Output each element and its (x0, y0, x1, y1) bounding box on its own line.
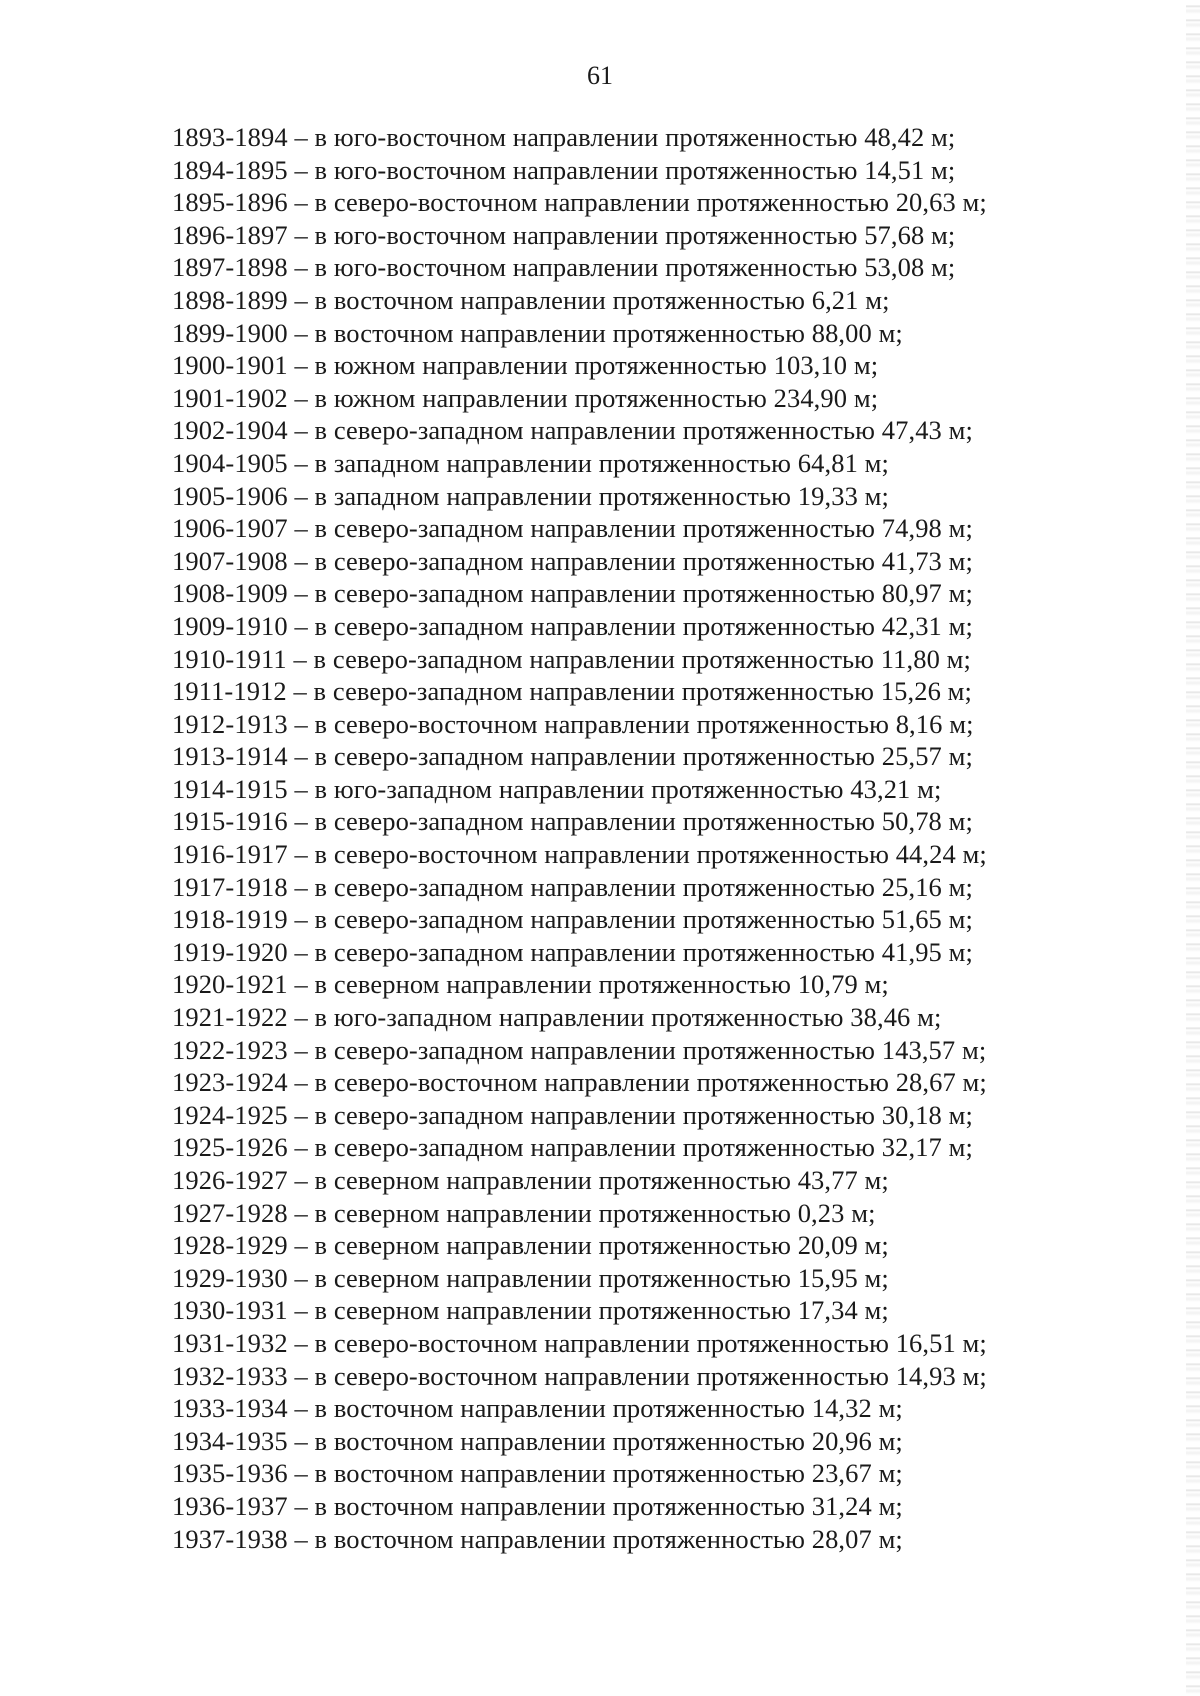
boundary-segment-line: 1913-1914 – в северо-западном направлении протяженностью 25,57 м; (172, 741, 973, 772)
boundary-segment-line: 1920-1921 – в северном направлении протяженностью 10,79 м; (172, 969, 889, 1000)
boundary-segment-line: 1933-1934 – в восточном направлении протяженностью 14,32 м; (172, 1393, 903, 1424)
boundary-segment-line: 1897-1898 – в юго-восточном направлении протяженностью 53,08 м; (172, 252, 956, 283)
boundary-segment-line: 1921-1922 – в юго-западном направлении протяженностью 38,46 м; (172, 1002, 942, 1033)
boundary-segment-line: 1896-1897 – в юго-восточном направлении протяженностью 57,68 м; (172, 219, 956, 250)
boundary-segment-line: 1932-1933 – в северо-восточном направлении протяженностью 14,93 м; (172, 1360, 987, 1391)
boundary-segment-line: 1911-1912 – в северо-западном направлении протяженностью 15,26 м; (172, 676, 972, 707)
boundary-segment-line: 1899-1900 – в восточном направлении протяженностью 88,00 м; (172, 317, 903, 348)
boundary-segment-line: 1917-1918 – в северо-западном направлении протяженностью 25,16 м; (172, 871, 973, 902)
boundary-segment-line: 1924-1925 – в северо-западном направлении протяженностью 30,18 м; (172, 1099, 973, 1130)
boundary-segment-line: 1895-1896 – в северо-восточном направлении протяженностью 20,63 м; (172, 187, 987, 218)
boundary-segment-line: 1902-1904 – в северо-западном направлении протяженностью 47,43 м; (172, 415, 973, 446)
boundary-segment-line: 1908-1909 – в северо-западном направлении протяженностью 80,97 м; (172, 578, 973, 609)
boundary-segment-line: 1894-1895 – в юго-восточном направлении протяженностью 14,51 м; (172, 154, 956, 185)
boundary-segment-line: 1910-1911 – в северо-западном направлении протяженностью 11,80 м; (172, 643, 972, 674)
boundary-segment-line: 1916-1917 – в северо-восточном направлении протяженностью 44,24 м; (172, 839, 987, 870)
boundary-segment-line: 1919-1920 – в северо-западном направлении протяженностью 41,95 м; (172, 936, 973, 967)
boundary-segment-line: 1937-1938 – в восточном направлении протяженностью 28,07 м; (172, 1523, 903, 1554)
boundary-segment-line: 1929-1930 – в северном направлении протяженностью 15,95 м; (172, 1262, 889, 1293)
boundary-segment-line: 1925-1926 – в северо-западном направлении протяженностью 32,17 м; (172, 1132, 973, 1163)
boundary-segment-line: 1934-1935 – в восточном направлении протяженностью 20,96 м; (172, 1425, 903, 1456)
boundary-segment-line: 1912-1913 – в северо-восточном направлении протяженностью 8,16 м; (172, 708, 974, 739)
boundary-segment-line: 1915-1916 – в северо-западном направлении протяженностью 50,78 м; (172, 806, 973, 837)
boundary-segment-line: 1936-1937 – в восточном направлении протяженностью 31,24 м; (172, 1490, 903, 1521)
boundary-segment-line: 1906-1907 – в северо-западном направлении протяженностью 74,98 м; (172, 513, 973, 544)
boundary-segment-line: 1904-1905 – в западном направлении протяженностью 64,81 м; (172, 447, 889, 478)
boundary-segment-line: 1914-1915 – в юго-западном направлении протяженностью 43,21 м; (172, 773, 942, 804)
boundary-segment-line: 1926-1927 – в северном направлении протяженностью 43,77 м; (172, 1165, 889, 1195)
boundary-segment-line: 1922-1923 – в северо-западном направлении протяженностью 143,57 м; (172, 1034, 987, 1065)
boundary-segment-list (172, 121, 987, 1555)
page-number: 61 (587, 61, 613, 90)
boundary-segment-line: 1901-1902 – в южном направлении протяженностью 234,90 м; (172, 382, 879, 413)
boundary-segment-line: 1905-1906 – в западном направлении протяженностью 19,33 м; (172, 480, 889, 511)
scan-edge-noise (1186, 0, 1200, 1696)
boundary-segment-line: 1907-1908 – в северо-западном направлении протяженностью 41,73 м; (172, 545, 973, 576)
boundary-segment-line: 1931-1932 – в северо-восточном направлении протяженностью 16,51 м; (172, 1327, 987, 1358)
boundary-segment-line: 1935-1936 – в восточном направлении протяженностью 23,67 м; (172, 1458, 903, 1489)
boundary-segment-line: 1893-1894 – в юго-восточном направлении протяженностью 48,42 м; (172, 122, 956, 152)
boundary-segment-line: 1909-1910 – в северо-западном направлении протяженностью 42,31 м; (172, 610, 973, 641)
boundary-segment-line: 1923-1924 – в северо-восточном направлении протяженностью 28,67 м; (172, 1067, 987, 1098)
boundary-segment-line: 1930-1931 – в северном направлении протяженностью 17,34 м; (172, 1295, 889, 1326)
boundary-segment-line: 1898-1899 – в восточном направлении протяженностью 6,21 м; (172, 284, 890, 315)
boundary-segment-line: 1927-1928 – в северном направлении протяженностью 0,23 м; (172, 1197, 876, 1228)
boundary-segment-line: 1900-1901 – в южном направлении протяженностью 103,10 м; (172, 350, 879, 381)
boundary-segment-line: 1918-1919 – в северо-западном направлении протяженностью 51,65 м; (172, 904, 973, 935)
boundary-segment-line: 1928-1929 – в северном направлении протяженностью 20,09 м; (172, 1230, 889, 1261)
